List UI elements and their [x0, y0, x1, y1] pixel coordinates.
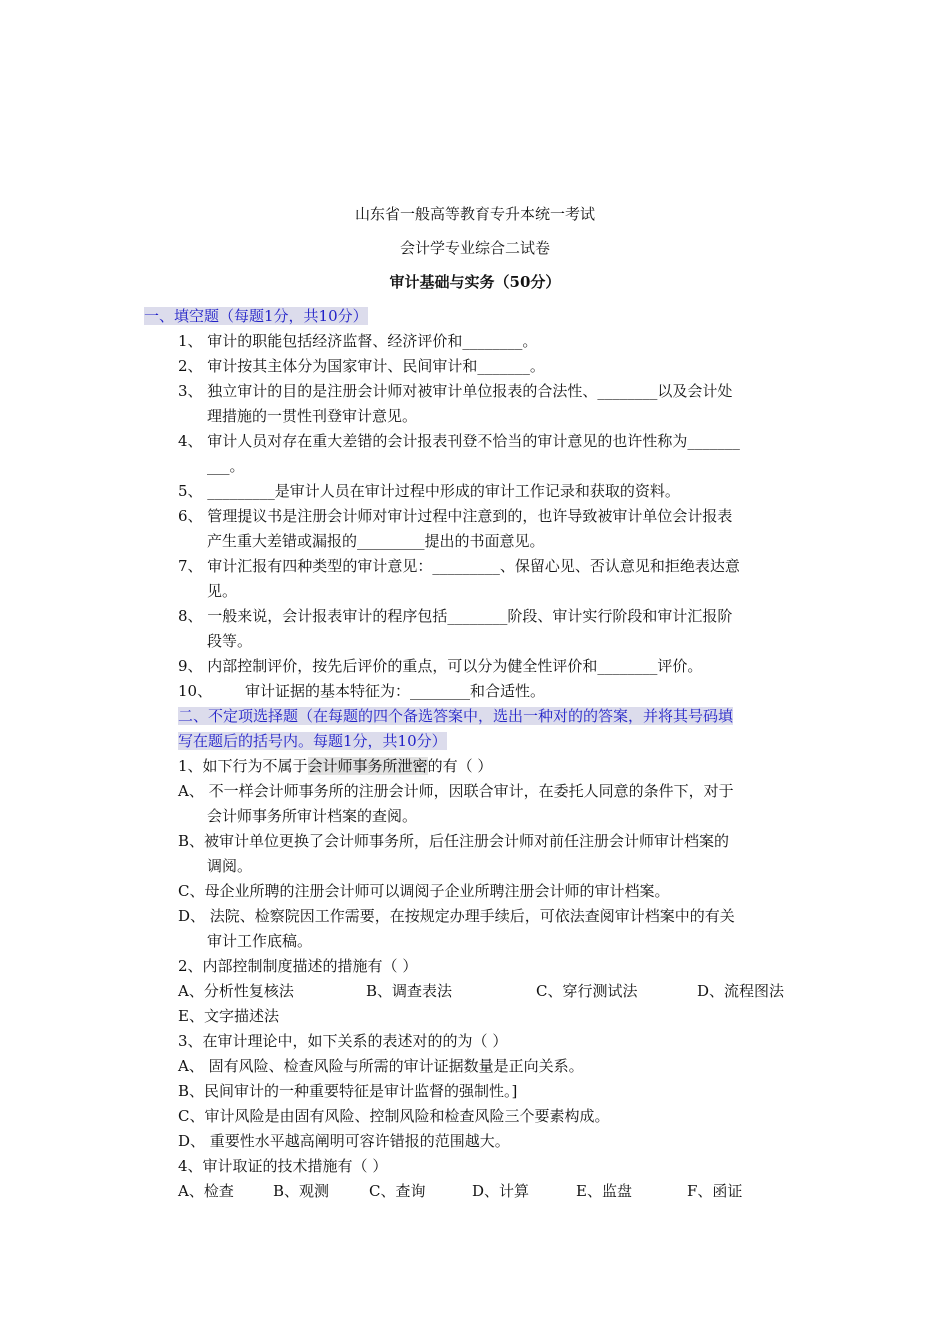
exam-subtitle: 会计学专业综合二试卷: [399, 239, 550, 257]
choice-q4-option-a: A、检查: [178, 1182, 234, 1200]
section-title: 审计基础与实务（50分）: [389, 273, 561, 291]
section2-heading-line2: [178, 730, 447, 752]
fill-q10-text: 审计证据的基本特征为：________和合适性。: [245, 682, 546, 700]
fill-q1: 1、 审计的职能包括经济监督、经济评价和________。: [178, 332, 538, 350]
fill-q8-line1: 8、 一般来说，会计报表审计的程序包括________阶段、审计实行阶段和审计汇报阶: [178, 607, 733, 625]
choice-q2-option-a: A、分析性复核法: [178, 982, 294, 1000]
choice-q1-option-a-line2: 会计师事务所审计档案的查阅。: [207, 807, 418, 825]
choice-q3: 3、在审计理论中，如下关系的表述对的的为（ ）: [178, 1032, 508, 1050]
choice-q1: [178, 755, 492, 777]
choice-q4-option-c: C、查询: [369, 1182, 426, 1200]
choice-q3-option-d: D、 重要性水平越高阐明可容许错报的范围越大。: [178, 1132, 510, 1150]
section1-heading: [144, 305, 368, 327]
choice-q1-pre: 1、如下行为不属于: [178, 757, 308, 775]
fill-q2: 2、 审计按其主体分为国家审计、民间审计和_______。: [178, 357, 545, 375]
choice-q1-option-b-line2: 调阅。: [207, 857, 253, 875]
choice-q2-option-c: C、穿行测试法: [536, 982, 638, 1000]
choice-q4-option-f: F、函证: [687, 1182, 743, 1200]
choice-q2-option-e: E、文字描述法: [178, 1007, 279, 1025]
fill-q10-number: 10、: [178, 682, 213, 700]
fill-q6-line1: 6、 管理提议书是注册会计师对审计过程中注意到的，也许导致被审计单位会计报表: [178, 507, 733, 525]
section2-heading-text1: 二、不定项选择题（在每题的四个备选答案中，选出一种对的的答案，并将其号码填: [178, 707, 734, 725]
section2-heading-line1: [178, 705, 733, 727]
fill-q6-line2: 产生重大差错或漏报的_________提出的书面意见。: [207, 532, 545, 550]
choice-q2-option-b: B、调查表法: [366, 982, 453, 1000]
fill-q8-line2: 段等。: [207, 632, 253, 650]
choice-q3-option-a: A、 固有风险、检查风险与所需的审计证据数量是正向关系。: [178, 1057, 584, 1075]
choice-q4-option-b: B、观测: [273, 1182, 330, 1200]
fill-q3-line1: 3、 独立审计的目的是注册会计师对被审计单位报表的合法性、________以及会计处: [178, 382, 733, 400]
fill-q4-line2: ___。: [207, 457, 245, 475]
choice-q1-option-c: C、母企业所聘的注册会计师可以调阅子企业所聘注册会计师的审计档案。: [178, 882, 670, 900]
choice-q1-option-b-line1: B、被审计单位更换了会计师事务所，后任注册会计师对前任注册会计师审计档案的: [178, 832, 730, 850]
choice-q3-option-b: B、民间审计的一种重要特征是审计监督的强制性。]: [178, 1082, 518, 1100]
choice-q1-option-d-line2: 审计工作底稿。: [207, 932, 313, 950]
exam-title: 山东省一般高等教育专升本统一考试: [354, 205, 595, 223]
choice-q1-highlight: 会计师事务所泄密: [307, 757, 428, 775]
fill-q7-line2: 见。: [207, 582, 238, 600]
choice-q1-post: 的有（ ）: [427, 757, 493, 775]
choice-q3-option-c: C、审计风险是由固有风险、控制风险和检查风险三个要素构成。: [178, 1107, 610, 1125]
fill-q9: 9、 内部控制评价，按先后评价的重点，可以分为健全性评价和________评价。: [178, 657, 703, 675]
fill-q3-line2: 理措施的一贯性刊登审计意见。: [207, 407, 418, 425]
section1-heading-text: 一、填空题（每题1分，共10分）: [144, 307, 368, 325]
choice-q1-option-d-line1: D、 法院、检察院因工作需要，在按规定办理手续后，可依法查阅审计档案中的有关: [178, 907, 735, 925]
choice-q4-option-d: D、计算: [472, 1182, 530, 1200]
choice-q1-option-a-line1: A、 不一样会计师事务所的注册会计师，因联合审计，在委托人同意的条件下，对于: [178, 782, 734, 800]
choice-q2-option-d: D、流程图法: [697, 982, 785, 1000]
choice-q4-option-e: E、监盘: [576, 1182, 632, 1200]
choice-q2: 2、内部控制制度描述的措施有（ ）: [178, 957, 418, 975]
fill-q4-line1: 4、 审计人员对存在重大差错的会计报表刊登不恰当的审计意见的也许性称为_______: [178, 432, 740, 450]
fill-q7-line1: 7、 审计汇报有四种类型的审计意见：_________、保留心见、否认意见和拒绝表达意: [178, 557, 740, 575]
fill-q5: 5、 _________是审计人员在审计过程中形成的审计工作记录和获取的资料。: [178, 482, 680, 500]
section2-heading-text2: 写在题后的括号内。每题1分，共10分）: [178, 732, 447, 750]
choice-q4: 4、审计取证的技术措施有（ ）: [178, 1157, 388, 1175]
